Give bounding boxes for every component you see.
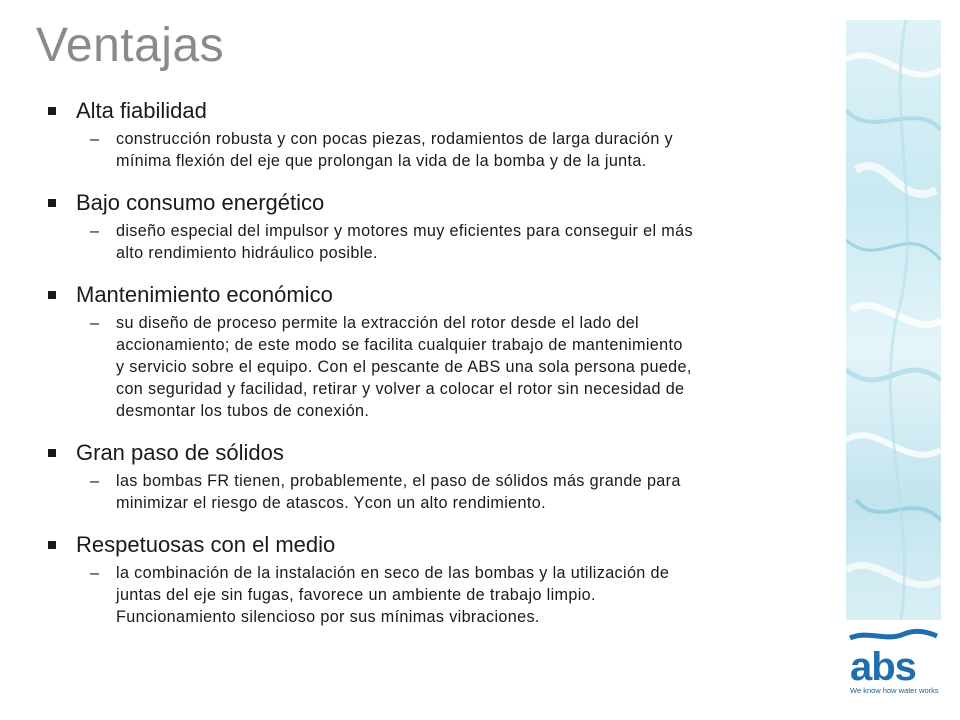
detail-line: alto rendimiento hidráulico posible. (116, 244, 378, 262)
square-bullet-icon (48, 199, 56, 207)
list-item (48, 440, 844, 514)
bullet-detail (48, 470, 844, 514)
water-texture-icon (846, 20, 941, 620)
water-image (846, 20, 941, 620)
list-item (48, 282, 844, 422)
square-bullet-icon (48, 541, 56, 549)
logo-tagline: We know how water works (850, 686, 939, 695)
bullet-heading: Mantenimiento económico (48, 282, 844, 308)
detail-line: su diseño de proceso permite la extracción del rotor desde el lado del (116, 314, 640, 332)
square-bullet-icon (48, 291, 56, 299)
square-bullet-icon (48, 449, 56, 457)
detail-line: desmontar los tubos de conexión. (116, 402, 370, 420)
abs-logo (846, 628, 941, 708)
square-bullet-icon (48, 107, 56, 115)
bullet-detail (48, 562, 844, 628)
dash-icon: – (90, 564, 100, 582)
detail-line: mínima flexión del eje que prolongan la vida de la bomba y de la junta. (116, 152, 647, 170)
bullet-heading: Alta fiabilidad (48, 98, 844, 124)
detail-line: construcción robusta y con pocas piezas, rodamientos de larga duración y (116, 130, 673, 148)
abs-logo-icon (846, 628, 941, 686)
dash-icon: – (90, 130, 100, 148)
list-item (48, 190, 844, 264)
detail-line: con seguridad y facilidad, retirar y volver a colocar el rotor sin necesidad de (116, 380, 685, 398)
list-item (48, 532, 844, 628)
bullet-heading: Bajo consumo energético (48, 190, 844, 216)
slide-title: Ventajas (36, 19, 225, 72)
detail-line: las bombas FR tienen, probablemente, el paso de sólidos más grande para (116, 472, 681, 490)
list-item (48, 98, 844, 172)
detail-line: y servicio sobre el equipo. Con el pescante de ABS una sola persona puede, (116, 358, 692, 376)
bullet-heading: Respetuosas con el medio (48, 532, 844, 558)
detail-line: juntas del eje sin fugas, favorece un ambiente de trabajo limpio. (116, 586, 596, 604)
bullet-detail (48, 128, 844, 172)
bullet-list (48, 98, 844, 646)
dash-icon: – (90, 472, 100, 490)
detail-line: diseño especial del impulsor y motores muy eficientes para conseguir el más (116, 222, 693, 240)
bullet-detail (48, 312, 844, 422)
detail-line: Funcionamiento silencioso por sus mínimas vibraciones. (116, 608, 540, 626)
detail-line: accionamiento; de este modo se facilita cualquier trabajo de mantenimiento (116, 336, 683, 354)
detail-line: la combinación de la instalación en seco de las bombas y la utilización de (116, 564, 670, 582)
detail-line: minimizar el riesgo de atascos. Ycon un alto rendimiento. (116, 494, 546, 512)
bullet-heading: Gran paso de sólidos (48, 440, 844, 466)
svg-text:abs: abs (850, 645, 916, 686)
bullet-detail (48, 220, 844, 264)
dash-icon: – (90, 222, 100, 240)
dash-icon: – (90, 314, 100, 332)
